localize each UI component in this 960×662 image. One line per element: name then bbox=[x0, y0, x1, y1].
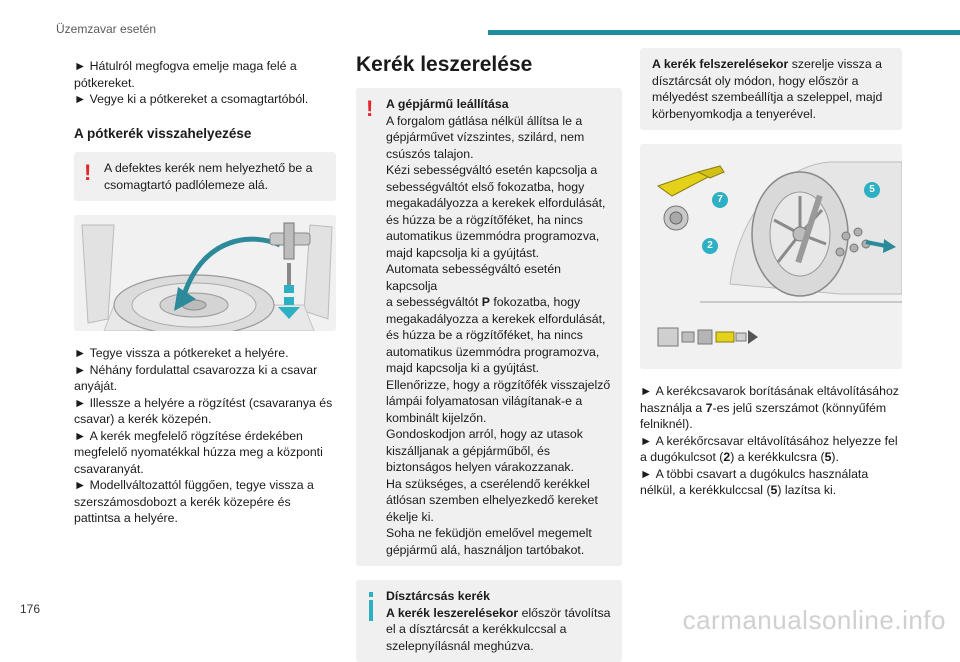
warning-icon: ! bbox=[84, 160, 92, 185]
watermark: carmanualsonline.info bbox=[682, 605, 946, 635]
step-item: ► Modellváltozattól függően, tegye vissza a szerszámosdobozt a kerék közepére és pattintsa a helyére. bbox=[74, 477, 336, 527]
warning-title: A gépjármű leállítása bbox=[386, 97, 509, 111]
page-number: 176 bbox=[20, 602, 41, 616]
step-text: A kerékőrcsavar eltávolításához helyezze fel a dugókulcsot ( bbox=[640, 433, 898, 464]
column-right bbox=[640, 48, 902, 499]
wheel-removal-illustration bbox=[640, 144, 902, 369]
warning-line: Kézi sebességváltó esetén kapcsolja a sebességváltót első fokozatba, hogy megakadályozza a kerekek elfordulását, és húzza be a rögzítőféket, ha nincs automatikus üzemmódra programozva, majd kapcsolja ki a gyújtást. bbox=[386, 163, 606, 260]
step-item bbox=[640, 383, 902, 433]
warning-line: Gondoskodjon arról, hogy az utasok kiszálljanak a gépjárműből, és biztonságos helyen várakozzanak. bbox=[386, 427, 583, 474]
intro-step: ► Vegye ki a pótkereket a csomagtartóból. bbox=[74, 91, 336, 108]
info-body: először távolítsa el a dísztárcsát a kerékkulccsal a szelepnyílásnál meghúzva. bbox=[386, 605, 611, 653]
warning-line-automatic bbox=[386, 294, 612, 377]
step-ref: 5 bbox=[824, 450, 832, 464]
step-ref: 2 bbox=[723, 450, 731, 464]
warning-box bbox=[74, 152, 336, 201]
page-title: Kerék leszerelése bbox=[356, 53, 533, 76]
step-text: -es jelű szerszámot (könnyűfém felniknél). bbox=[640, 400, 887, 431]
step-item: ► A kerék megfelelő rögzítése érdekében megfelelő nyomatékkal húzza meg a központi csavaranyát. bbox=[74, 428, 336, 478]
auto-text-a: a sebességváltót bbox=[386, 295, 482, 309]
note-box-refit bbox=[640, 48, 902, 130]
step-item: ► Néhány fordulattal csavarozza ki a csavar anyáját. bbox=[74, 362, 336, 395]
step-item: ► Tegye vissza a pótkereket a helyére. bbox=[74, 345, 336, 362]
step-item: ► Illessze a helyére a rögzítést (csavaranya és csavar) a kerék közepén. bbox=[74, 395, 336, 428]
spare-wheel-illustration bbox=[74, 215, 336, 331]
step-text: ) lazítsa ki. bbox=[777, 483, 837, 497]
step-text: ). bbox=[831, 450, 839, 464]
warning-line: Ha szükséges, a cserélendő kerékkel átlósan szemben elhelyezkedő kereket ékelje ki. bbox=[386, 476, 598, 524]
note-text bbox=[652, 56, 890, 122]
info-icon bbox=[369, 592, 373, 622]
page-header-title: Üzemzavar esetén bbox=[56, 22, 157, 36]
step-text: ) a kerékkulcsra ( bbox=[730, 450, 825, 464]
auto-text-b: fokozatba, hogy megakadályozza a kerekek elfordulását, és húzza be a rögzítőféket, ha nincs automatikus üzemmódra programozva, majd kapcsolja ki a gyújtást. bbox=[386, 295, 606, 375]
note-body: szerelje vissza a dísztárcsát oly módon, hogy először a mélyedést szembeállítja a szeleppel, majd körbenyomkodja a tenyerével. bbox=[652, 57, 883, 121]
intro-step: ► Hátulról megfogva emelje maga felé a pótkereket. bbox=[74, 58, 336, 91]
callout-5: 5 bbox=[864, 182, 880, 198]
warning-line: Automata sebességváltó esetén kapcsolja bbox=[386, 262, 562, 293]
info-bold: A kerék leszerelésekor bbox=[386, 605, 519, 620]
warning-line: A forgalom gátlása nélkül állítsa le a gépjárművet vízszintes, szilárd, nem csúszós talajon. bbox=[386, 113, 585, 161]
info-title: Dísztárcsás kerék bbox=[386, 589, 490, 603]
info-box-wheel-trim bbox=[356, 580, 622, 662]
gear-p: P bbox=[481, 295, 490, 309]
header-accent-bar bbox=[488, 30, 960, 35]
step-ref: 5 bbox=[770, 483, 778, 497]
note-bold: A kerék felszerelésekor bbox=[652, 57, 789, 71]
warning-icon: ! bbox=[366, 96, 374, 121]
warning-line: Soha ne feküdjön emelővel megemelt gépjármű alá, használjon tartóbakot. bbox=[386, 526, 592, 557]
callout-7: 7 bbox=[712, 192, 728, 208]
info-text bbox=[386, 605, 612, 655]
step-item bbox=[640, 466, 902, 499]
warning-box-parking bbox=[356, 88, 622, 566]
warning-line: Ellenőrizze, hogy a rögzítőfék visszajelző lámpái folyamatosan világítanak-e a kombinált kijelzőn. bbox=[386, 377, 611, 425]
warning-text: A defektes kerék nem helyezhető be a csomagtartó padlólemeze alá. bbox=[104, 161, 313, 192]
column-middle bbox=[356, 52, 622, 662]
callout-2: 2 bbox=[702, 238, 718, 254]
step-ref: 7 bbox=[705, 400, 713, 415]
column-left bbox=[74, 58, 336, 527]
step-text: A kerékcsavarok borításának eltávolításához használja a bbox=[640, 384, 899, 415]
section-title-spare-wheel: A pótkerék visszahelyezése bbox=[74, 125, 252, 141]
step-text: A többi csavart a dugókulcs használata nélkül, a kerékkulccsal ( bbox=[640, 466, 869, 497]
step-item bbox=[640, 433, 902, 466]
